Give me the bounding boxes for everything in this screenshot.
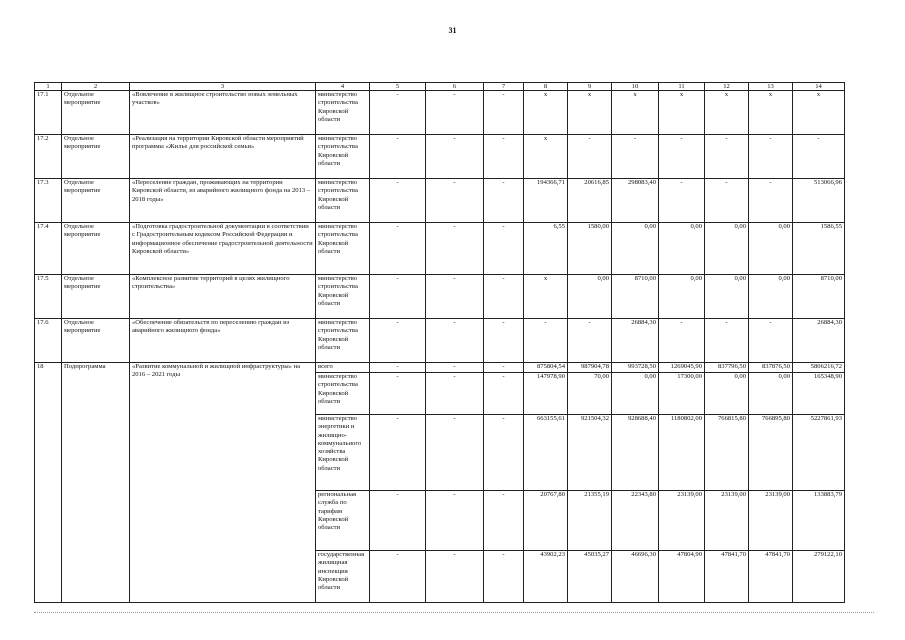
row-type: Отдельное мероприятие bbox=[62, 179, 130, 223]
value-cell: - bbox=[705, 319, 749, 363]
value-cell: - bbox=[484, 275, 524, 319]
value-cell: - bbox=[426, 275, 484, 319]
value-cell: 837876,50 bbox=[749, 363, 793, 373]
value-cell: - bbox=[370, 179, 426, 223]
value-cell: 1580,00 bbox=[568, 223, 612, 275]
value-cell: - bbox=[749, 179, 793, 223]
value-cell: х bbox=[749, 91, 793, 135]
value-cell: 147978,90 bbox=[524, 373, 568, 415]
value-cell: - bbox=[484, 223, 524, 275]
value-cell: - bbox=[370, 319, 426, 363]
table-row bbox=[35, 91, 845, 135]
value-cell: - bbox=[659, 179, 705, 223]
header-cell: 12 bbox=[705, 83, 749, 91]
header-cell: 3 bbox=[130, 83, 316, 91]
row-executor: региональная служба по тарифам Кировской области bbox=[316, 491, 370, 551]
value-cell: - bbox=[484, 415, 524, 491]
value-cell: 0,00 bbox=[659, 275, 705, 319]
value-cell: 663155,61 bbox=[524, 415, 568, 491]
value-cell: 47804,90 bbox=[659, 551, 705, 603]
value-cell: - bbox=[484, 319, 524, 363]
value-cell: 8710,00 bbox=[612, 275, 659, 319]
header-cell: 1 bbox=[35, 83, 62, 91]
row-executor: министерство строительства Кировской области bbox=[316, 275, 370, 319]
value-cell: - bbox=[426, 91, 484, 135]
header-cell: 14 bbox=[793, 83, 845, 91]
value-cell: - bbox=[370, 491, 426, 551]
value-cell: 23139,00 bbox=[659, 491, 705, 551]
value-cell: х bbox=[524, 135, 568, 179]
value-cell: 5227861,93 bbox=[793, 415, 845, 491]
value-cell: 46696,30 bbox=[612, 551, 659, 603]
value-cell: 0,00 bbox=[659, 223, 705, 275]
value-cell: - bbox=[568, 135, 612, 179]
value-cell: 70,00 bbox=[568, 373, 612, 415]
value-cell: 43902,23 bbox=[524, 551, 568, 603]
value-cell: 0,00 bbox=[705, 223, 749, 275]
header-cell: 7 bbox=[484, 83, 524, 91]
row-number: 17.3 bbox=[35, 179, 62, 223]
value-cell: - bbox=[426, 223, 484, 275]
row-executor: министерство строительства Кировской области bbox=[316, 91, 370, 135]
value-cell: - bbox=[484, 179, 524, 223]
table-row bbox=[35, 319, 845, 363]
value-cell: - bbox=[426, 415, 484, 491]
value-cell: х bbox=[793, 91, 845, 135]
value-cell: 20767,80 bbox=[524, 491, 568, 551]
header-cell: 13 bbox=[749, 83, 793, 91]
value-cell: 17300,00 bbox=[659, 373, 705, 415]
value-cell: 837796,50 bbox=[705, 363, 749, 373]
row-executor: государственная жилищная инспекция Кировской области bbox=[316, 551, 370, 603]
row-number: 17.4 bbox=[35, 223, 62, 275]
header-cell: 8 bbox=[524, 83, 568, 91]
bottom-dotted-line bbox=[34, 612, 874, 617]
value-cell: 26884,30 bbox=[793, 319, 845, 363]
row-name: «Подготовка градостроительной документации в соответствии с Градостроительным кодексом Российской Федерации и информационное обеспечение градостроительной деятельности Кировской области» bbox=[130, 223, 316, 275]
value-cell: - bbox=[484, 373, 524, 415]
page-number: 31 bbox=[448, 26, 457, 35]
value-cell: 279122,10 bbox=[793, 551, 845, 603]
row-name: «Переселение граждан, проживающих на территории Кировской области, из аварийного жилищного фонда на 2013 – 2018 годы» bbox=[130, 179, 316, 223]
value-cell: 23139,00 bbox=[705, 491, 749, 551]
table-row bbox=[35, 275, 845, 319]
value-cell: 20616,85 bbox=[568, 179, 612, 223]
table-header-row bbox=[35, 83, 845, 91]
value-cell: 47841,70 bbox=[705, 551, 749, 603]
value-cell: х bbox=[524, 275, 568, 319]
value-cell: - bbox=[426, 179, 484, 223]
table-row bbox=[35, 135, 845, 179]
row-executor: министерство строительства Кировской области bbox=[316, 319, 370, 363]
row-executor: министерство строительства Кировской области bbox=[316, 135, 370, 179]
value-cell: - bbox=[524, 319, 568, 363]
row-executor: всего bbox=[316, 363, 370, 373]
value-cell: 165348,90 bbox=[793, 373, 845, 415]
value-cell: 23139,00 bbox=[749, 491, 793, 551]
value-cell: 875804,54 bbox=[524, 363, 568, 373]
row-name: «Развитие коммунальной и жилищной инфраструктуры» на 2016 – 2021 годы bbox=[130, 363, 316, 603]
value-cell: 0,00 bbox=[612, 373, 659, 415]
value-cell: - bbox=[370, 415, 426, 491]
row-name: «Комплексное развитие территорий в целях жилищного строительства» bbox=[130, 275, 316, 319]
value-cell: - bbox=[793, 135, 845, 179]
value-cell: 298083,40 bbox=[612, 179, 659, 223]
value-cell: 5806216,72 bbox=[793, 363, 845, 373]
value-cell: 0,00 bbox=[705, 275, 749, 319]
value-cell: х bbox=[659, 91, 705, 135]
row-executor: министерство строительства Кировской области bbox=[316, 223, 370, 275]
value-cell: - bbox=[612, 135, 659, 179]
table-row bbox=[35, 179, 845, 223]
value-cell: 987904,78 bbox=[568, 363, 612, 373]
value-cell: 0,00 bbox=[705, 373, 749, 415]
row-name: «Вовлечение в жилищное строительство новых земельных участков» bbox=[130, 91, 316, 135]
value-cell: 0,00 bbox=[568, 275, 612, 319]
value-cell: 26884,30 bbox=[612, 319, 659, 363]
value-cell: 0,00 bbox=[749, 275, 793, 319]
value-cell: - bbox=[568, 319, 612, 363]
value-cell: 45035,27 bbox=[568, 551, 612, 603]
value-cell: 0,00 bbox=[749, 373, 793, 415]
row-number: 17.1 bbox=[35, 91, 62, 135]
value-cell: - bbox=[370, 223, 426, 275]
value-cell: 1586,55 bbox=[793, 223, 845, 275]
header-cell: 5 bbox=[370, 83, 426, 91]
value-cell: - bbox=[484, 363, 524, 373]
value-cell: 513066,96 bbox=[793, 179, 845, 223]
row-type: Подпрограмма bbox=[62, 363, 130, 603]
value-cell: - bbox=[426, 363, 484, 373]
value-cell: 766895,80 bbox=[749, 415, 793, 491]
value-cell: - bbox=[749, 135, 793, 179]
row-number: 18 bbox=[35, 363, 62, 603]
value-cell: - bbox=[705, 135, 749, 179]
row-executor: министерство энергетики и жилищно-коммунального хозяйства Кировской области bbox=[316, 415, 370, 491]
value-cell: 47841,70 bbox=[749, 551, 793, 603]
row-type: Отдельное мероприятие bbox=[62, 275, 130, 319]
value-cell: х bbox=[524, 91, 568, 135]
table-row bbox=[35, 363, 845, 373]
row-type: Отдельное мероприятие bbox=[62, 91, 130, 135]
value-cell: - bbox=[749, 319, 793, 363]
row-executor: министерство строительства Кировской области bbox=[316, 179, 370, 223]
value-cell: - bbox=[705, 179, 749, 223]
row-number: 17.5 bbox=[35, 275, 62, 319]
value-cell: 766815,80 bbox=[705, 415, 749, 491]
value-cell: - bbox=[370, 373, 426, 415]
value-cell: 928688,40 bbox=[612, 415, 659, 491]
value-cell: 1269045,90 bbox=[659, 363, 705, 373]
value-cell: - bbox=[659, 135, 705, 179]
value-cell: - bbox=[370, 135, 426, 179]
value-cell: х bbox=[568, 91, 612, 135]
budget-table bbox=[34, 82, 845, 603]
row-number: 17.6 bbox=[35, 319, 62, 363]
value-cell: 0,00 bbox=[749, 223, 793, 275]
value-cell: - bbox=[426, 135, 484, 179]
row-name: «Обеспечение обязательств по переселению граждан из аварийного жилищного фонда» bbox=[130, 319, 316, 363]
value-cell: 194366,71 bbox=[524, 179, 568, 223]
value-cell: - bbox=[484, 491, 524, 551]
value-cell: х bbox=[705, 91, 749, 135]
row-type: Отдельное мероприятие bbox=[62, 319, 130, 363]
value-cell: - bbox=[484, 551, 524, 603]
value-cell: - bbox=[659, 319, 705, 363]
value-cell: - bbox=[426, 373, 484, 415]
value-cell: - bbox=[426, 491, 484, 551]
header-cell: 9 bbox=[568, 83, 612, 91]
value-cell: х bbox=[612, 91, 659, 135]
value-cell: 921504,32 bbox=[568, 415, 612, 491]
header-cell: 4 bbox=[316, 83, 370, 91]
value-cell: 0,00 bbox=[612, 223, 659, 275]
value-cell: 8710,00 bbox=[793, 275, 845, 319]
value-cell: - bbox=[426, 319, 484, 363]
value-cell: 21355,19 bbox=[568, 491, 612, 551]
row-name: «Реализация на территории Кировской области мероприятий программы «Жилье для российской семьи» bbox=[130, 135, 316, 179]
value-cell: 6,55 bbox=[524, 223, 568, 275]
value-cell: 1180802,00 bbox=[659, 415, 705, 491]
value-cell: - bbox=[484, 91, 524, 135]
value-cell: - bbox=[370, 275, 426, 319]
value-cell: - bbox=[484, 135, 524, 179]
value-cell: - bbox=[370, 363, 426, 373]
row-number: 17.2 bbox=[35, 135, 62, 179]
value-cell: 993728,50 bbox=[612, 363, 659, 373]
row-type: Отдельное мероприятие bbox=[62, 223, 130, 275]
header-cell: 11 bbox=[659, 83, 705, 91]
value-cell: 22343,80 bbox=[612, 491, 659, 551]
value-cell: - bbox=[370, 91, 426, 135]
value-cell: - bbox=[370, 551, 426, 603]
row-executor: министерство строительства Кировской области bbox=[316, 373, 370, 415]
header-cell: 2 bbox=[62, 83, 130, 91]
header-cell: 6 bbox=[426, 83, 484, 91]
value-cell: 133883,79 bbox=[793, 491, 845, 551]
header-cell: 10 bbox=[612, 83, 659, 91]
value-cell: - bbox=[426, 551, 484, 603]
table-row bbox=[35, 223, 845, 275]
row-type: Отдельное мероприятие bbox=[62, 135, 130, 179]
